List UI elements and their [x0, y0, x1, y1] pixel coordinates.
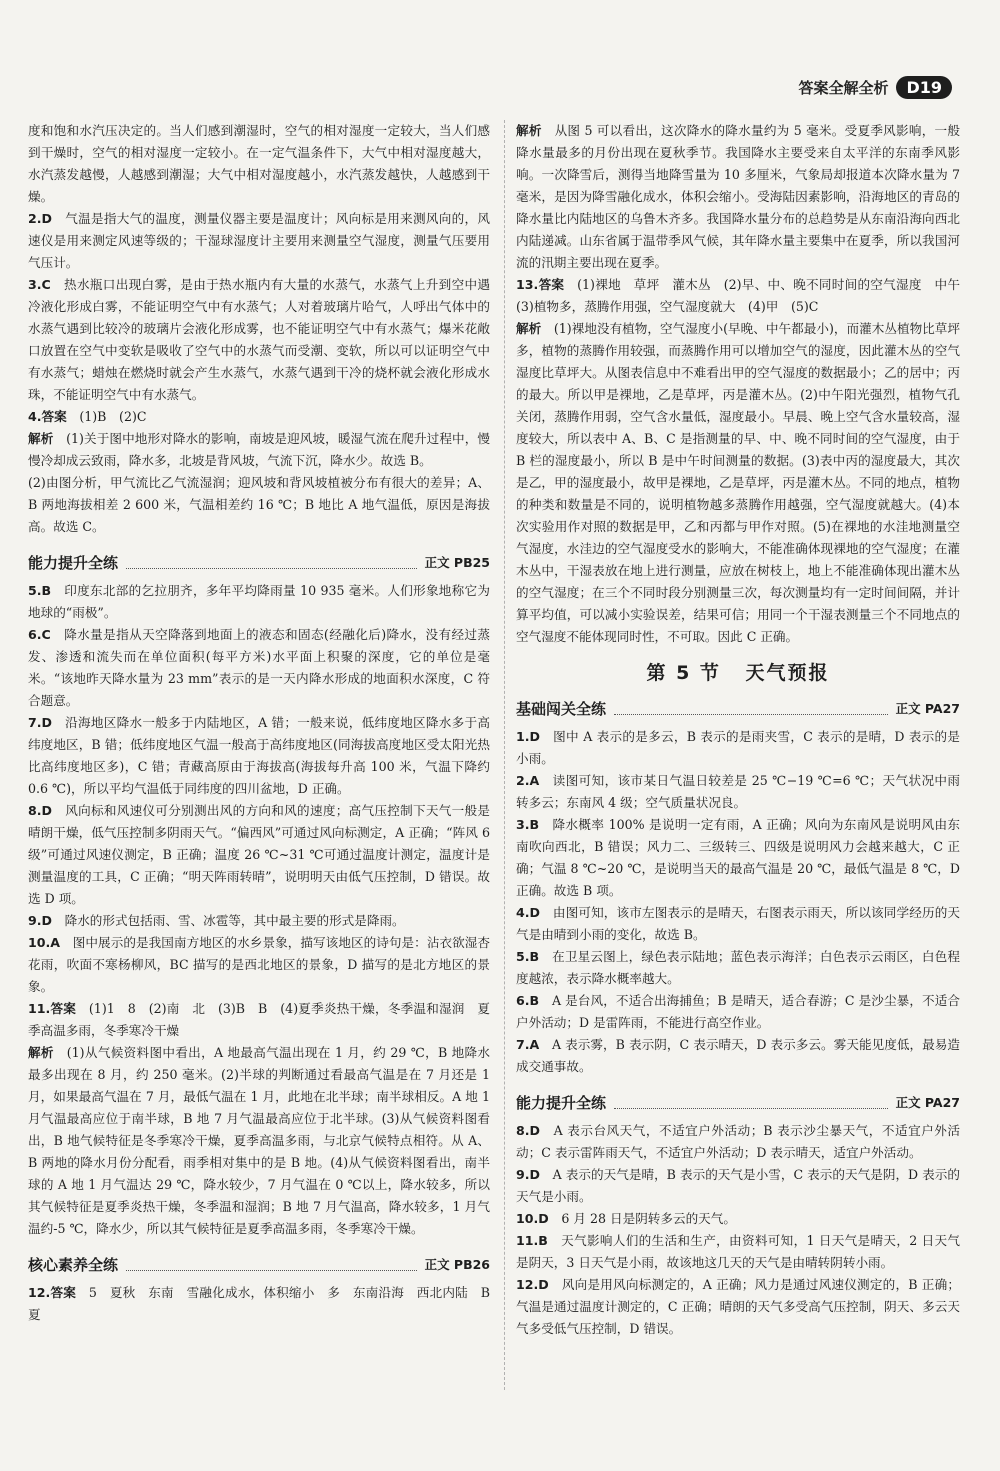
analysis-text: (1)关于图中地形对降水的影响，南坡是迎风坡，暖湿气流在爬升过程中，慢慢冷却成云致雨，降水多，北坡是背风坡，气流下沉，降水少。故选 B。	[28, 431, 491, 468]
item-number: 12.答案	[28, 1285, 77, 1300]
answer-item	[516, 814, 960, 902]
item-number: 8.D	[516, 1123, 541, 1138]
chapter-heading	[516, 662, 960, 684]
item-number: 2.D	[28, 211, 53, 226]
section-reference: 正文 PB25	[424, 555, 490, 570]
section-dotted-line	[126, 1260, 417, 1271]
item-number: 10.D	[516, 1211, 549, 1226]
item-text: 读图可知，该市某日气温日较差是 25 ℃−19 ℃=6 ℃；天气状况中雨转多云；东南风 4 级；空气质量状况良。	[516, 773, 960, 810]
item-text: A 表示雾，B 表示阴，C 表示晴天，D 表示多云。雾天能见度低，最易造成交通事故。	[516, 1037, 960, 1074]
item-text: 在卫星云图上，绿色表示陆地；蓝色表示海洋；白色表示云雨区，白色程度越浓，表示降水概率越大。	[516, 949, 961, 986]
section-dotted-line	[614, 1098, 888, 1109]
item-number: 7.D	[28, 715, 53, 730]
item-answer: (1)1 8 (2)南 北 (3)B B (4)夏季炎热干燥，冬季温和湿润 夏季高温多雨，冬季寒冷干燥	[28, 1001, 490, 1038]
answer-item	[516, 770, 960, 814]
analysis-paragraph	[516, 120, 960, 274]
analysis-label: 解析	[28, 431, 54, 446]
item-number: 5.B	[28, 583, 52, 598]
analysis-text: (1)从气候资料图中看出，A 地最高气温出现在 1 月，约 29 ℃，B 地降水最多出现在 8 月，约 250 毫米。(2)半球的判断通过看最高气温是在 7 月还是 1 月，如果最高气温在 7 月，最低气温在 1 月，此地在北半球；南半球相反。A 地 1 月气温最高应位于南半球，B 地 7 月气温最高应位于北半球。(3)从气候资料图看出，B 地气候特征是冬季寒冷干燥，夏季高温多雨，与北京气候特点相符。从 A、B 两地的降水月份分配看，雨季相对集中的是 B 地。(4)从气候资料图看出，南半球的 A 地 1 月气温达 29 ℃，降水较少，7 月气温在 0 ℃以上，降水较多，所以其气候特征是夏季炎热干燥，冬季温和湿润；B 地 7 月气温高，降水较多，1 月气温约-5 ℃，降水少，所以其气候特征是夏季高温多雨，冬季寒冷干燥。	[28, 1045, 491, 1236]
answer-item	[516, 274, 973, 318]
answer-item	[28, 580, 490, 624]
item-text: 由图可知，该市左图表示的是晴天，右图表示雨天，所以该同学经历的天气是由晴到小雨的变化，故选 B。	[516, 905, 961, 942]
answer-item	[516, 902, 960, 946]
section-title: 能力提升全练	[28, 554, 119, 572]
left-column	[28, 120, 503, 1326]
header-title: 答案全解全析	[798, 79, 889, 97]
analysis-paragraph: (2)由图分析，甲气流比乙气流湿润；迎风坡和背风坡植被分布有很大的差异；A、B 两地海拔相差 2 600 米，气温相差约 16 ℃；B 地比 A 地气温低，原因是海拔高。故选 C。	[28, 475, 490, 534]
item-text: A 是台风，不适合出海捕鱼；B 是晴天，适合春游；C 是沙尘暴，不适合户外活动；D 是雷阵雨，不能进行高空作业。	[516, 993, 961, 1030]
item-text: 降水的形式包括雨、雪、冰雹等，其中最主要的形式是降雨。	[64, 913, 405, 928]
item-text: 降水概率 100% 是说明一定有雨，A 正确；风向为东南风是说明风由东南吹向西北，B 错误；风力二、三级转三、四级是说明风力会越来越大，C 正确；气温 8 ℃~20 ℃，是说明当天的最高气温是 20 ℃，最低气温是 8 ℃，D 正确。故选 B 项。	[516, 817, 961, 898]
item-number: 12.D	[516, 1277, 549, 1292]
chapter-number: 第 5 节	[646, 662, 721, 684]
chapter-title: 天气预报	[745, 662, 830, 684]
page-header	[798, 76, 952, 99]
analysis-label: 解析	[516, 321, 542, 336]
item-number: 6.C	[28, 627, 51, 642]
item-number: 1.D	[516, 729, 541, 744]
section-title: 核心素养全练	[28, 1256, 119, 1274]
analysis-label: 解析	[516, 123, 542, 138]
item-number: 9.D	[28, 913, 53, 928]
answer-item	[28, 800, 490, 910]
column-divider	[504, 120, 505, 1390]
intro-paragraph: 度和饱和水汽压决定的。当人们感到潮湿时，空气的相对湿度一定较大，当人们感到干燥时，空气的相对湿度一定较小。在一定气温条件下，大气中相对湿度越大，水汽蒸发越慢，人越感到潮湿；大气中相对湿度越小，水汽蒸发越快，人越感到干燥。	[28, 123, 490, 204]
answer-item	[516, 1164, 960, 1208]
section-reference: 正文 PA27	[895, 701, 960, 716]
item-text: 沿海地区降水一般多于内陆地区，A 错；一般来说，低纬度地区降水多于高纬度地区，B 错；低纬度地区气温一般高于高纬度地区(同海拔高度地区受太阳光热比高纬度地区多)，C 错；青藏高原由于海拔高(海拔每升高 100 米，气温下降约 0.6 ℃)，所以平均气温低于同纬度的四川盆地，D 正确。	[28, 715, 490, 796]
item-text: 风向是用风向标测定的，A 正确；风力是通过风速仪测定的，B 正确；气温是通过温度计测定的，C 正确；晴朗的天气多受高气压控制，阴天、多云天气多受低气压控制，D 错误。	[516, 1277, 961, 1336]
item-number: 5.B	[516, 949, 540, 964]
page-number-badge: D19	[896, 76, 952, 99]
answer-item	[28, 274, 490, 406]
item-text: 热水瓶口出现白雾，是由于热水瓶内有大量的水蒸气，水蒸气上升到空中遇冷液化形成白雾，不能证明空气中有水蒸气；人对着玻璃片哈气，人呼出气体中的水蒸气遇到比较冷的玻璃片会液化形成雾，也不能证明空气中有水蒸气；爆米花敞口放置在空气中变软是吸收了空气中的水蒸气而受潮、变软，所以可以证明空气中有水蒸气；蜡烛在燃烧时就会产生水蒸气，水蒸气遇到干冷的烧杯就会液化形成水珠，不能证明空气中有水蒸气。	[28, 277, 491, 402]
analysis-paragraph	[28, 428, 490, 472]
item-number: 6.B	[516, 993, 540, 1008]
answer-item	[28, 712, 490, 800]
item-text: 6 月 28 日是阴转多云的天气。	[561, 1211, 736, 1226]
item-answer: 5 夏秋 东南 雪融化成水，体积缩小 多 东南沿海 西北内陆 B 夏	[28, 1285, 503, 1322]
item-text: 图中 A 表示的是多云，B 表示的是雨夹雪，C 表示的是晴，D 表示的是小雨。	[516, 729, 960, 766]
section-header	[516, 698, 960, 720]
answer-item	[28, 208, 490, 274]
answer-item	[516, 1274, 960, 1340]
item-text: 降水量是指从天空降落到地面上的液态和固态(经融化后)降水，没有经过蒸发、渗透和流失而在单位面积(每平方米)水平面上积聚的深度，它的单位是毫米。“该地昨天降水量为 23 mm”表示的是一天内降水形成的地面积水深度，C 符合题意。	[28, 627, 491, 708]
item-number: 4.答案	[28, 409, 67, 424]
item-number: 2.A	[516, 773, 540, 788]
answer-item	[516, 1208, 960, 1230]
item-number: 7.A	[516, 1037, 540, 1052]
item-answer: (1)B (2)C	[79, 409, 147, 424]
answer-item	[516, 726, 960, 770]
answer-item	[516, 990, 960, 1034]
section-title: 基础闯关全练	[516, 700, 607, 718]
analysis-paragraph	[516, 318, 960, 648]
analysis-paragraph	[28, 1042, 490, 1240]
answer-item	[28, 932, 490, 998]
analysis-text: 从图 5 可以看出，这次降水的降水量约为 5 毫米。受夏季风影响，一般降水量最多的月份出现在夏秋季节。我国降水主要受来自太平洋的东南季风影响。一次降雪后，测得当地降雪量为 10 多厘米，气象局却报道本次降水量为 7 毫米，是因为降雪融化成水，体积会缩小。受海陆因素影响，沿海地区的青岛的降水量比内陆地区的乌鲁木齐多。我国降水量分布的总趋势是从东南沿海向西北内陆递减。山东省属于温带季风气候，其年降水量主要集中在夏季，所以我国河流的汛期主要出现在夏季。	[516, 123, 961, 270]
right-column	[516, 120, 973, 1340]
answer-item	[516, 1120, 960, 1164]
answer-item	[516, 1230, 960, 1274]
item-number: 3.C	[28, 277, 51, 292]
item-text: A 表示的天气是晴，B 表示的天气是小雪，C 表示的天气是阴，D 表示的天气是小雨。	[516, 1167, 960, 1204]
answer-item	[28, 406, 490, 428]
section-reference: 正文 PA27	[895, 1095, 960, 1110]
item-number: 8.D	[28, 803, 53, 818]
answer-item	[28, 1282, 503, 1326]
section-header	[28, 552, 490, 574]
item-number: 3.B	[516, 817, 540, 832]
item-text: 印度东北部的乞拉朋齐，多年平均降雨量 10 935 毫米。人们形象地称它为地球的“雨极”。	[28, 583, 490, 620]
item-number: 9.D	[516, 1167, 541, 1182]
section-reference: 正文 PB26	[424, 1257, 490, 1272]
answer-item	[28, 624, 490, 712]
item-text: 风向标和风速仪可分别测出风的方向和风的速度；高气压控制下天气一般是晴朗干燥，低气压控制多阴雨天气。“偏西风”可通过风向标测定，A 正确；“阵风 6 级”可通过风速仪测定，B 正确；温度 26 ℃~31 ℃可通过温度计测定，温度计是测量温度的工具，C 正确；“明天阵雨转晴”，说明明天由低气压控制，D 错误。故选 D 项。	[28, 803, 491, 906]
item-number: 10.A	[28, 935, 61, 950]
section-header	[28, 1254, 490, 1276]
item-answer: (1)裸地 草坪 灌木丛 (2)早、中、晚不同时间的空气湿度 中午 (3)植物多，蒸腾作用强，空气湿度就大 (4)甲 (5)C	[516, 277, 973, 314]
item-number: 13.答案	[516, 277, 565, 292]
section-dotted-line	[614, 704, 888, 715]
analysis-text: (1)裸地没有植物，空气湿度小(早晚、中午都最小)，而灌木丛植物比草坪多，植物的蒸腾作用较强，而蒸腾作用可以增加空气的湿度，因此灌木丛的空气湿度比草坪大。从图表信息中不难看出甲的空气湿度的数据最小；乙的居中；丙的最大。所以甲是裸地，乙是草坪，丙是灌木丛。(2)中午阳光强烈，植物气孔关闭，蒸腾作用弱，空气含水量低，湿度最小。早晨、晚上空气含水量较高，湿度较大，所以表中 A、B、C 是指测量的早、中、晚不同时间的空气湿度，由于 B 栏的湿度最小，所以 B 是中午时间测量的数据。(3)表中丙的湿度最大，其次是乙，甲的湿度最小，故甲是裸地，乙是草坪，丙是灌木丛。不同的地点，植物的种类和数量是不同的，说明植物越多蒸腾作用越强，空气湿度就越大。(4)本次实验用作对照的数据是甲，乙和丙都与甲作对照。(5)在裸地的水洼地测量空气湿度，水洼边的空气湿度受水的影响大，不能准确体现裸地的空气湿度；在灌木丛中，干湿表放在地上进行测量，应放在树枝上，地上不能准确体现出灌木丛的空气湿度；在三个不同时段分别测量三次，每次测量均有一定时间间隔，并计算平均值，可以减小实验误差，结果可信；用同一个干湿表测量三个不同地点的空气湿度不能体现同时性，不可取。因此 C 正确。	[516, 321, 961, 644]
answer-item	[516, 1034, 960, 1078]
answer-item	[28, 998, 490, 1042]
item-number: 4.D	[516, 905, 541, 920]
analysis-label: 解析	[28, 1045, 54, 1060]
item-text: 气温是指大气的温度，测量仪器主要是温度计；风向标是用来测风向的，风速仪是用来测定风速等级的；干湿球湿度计主要用来测量空气湿度，测量气压要用气压计。	[28, 211, 491, 270]
answer-item	[28, 910, 490, 932]
item-number: 11.B	[516, 1233, 548, 1248]
section-title: 能力提升全练	[516, 1094, 607, 1112]
item-number: 11.答案	[28, 1001, 77, 1016]
item-text: 天气影响人们的生活和生产，由资料可知，1 日天气是晴天，2 日天气是阴天，3 日天气是小雨，故该地这几天的天气是由晴转阴转小雨。	[516, 1233, 960, 1270]
item-text: A 表示台风天气，不适宜户外活动；B 表示沙尘暴天气，不适宜户外活动；C 表示雷阵雨天气，不适宜户外活动；D 表示晴天，适宜户外活动。	[516, 1123, 961, 1160]
section-header	[516, 1092, 960, 1114]
answer-item	[516, 946, 960, 990]
section-dotted-line	[126, 558, 417, 569]
item-text: 图中展示的是我国南方地区的水乡景象，描写该地区的诗句是：沾衣欲湿杏花雨，吹面不寒杨柳风，BC 描写的是西北地区的景象，D 描写的是北方地区的景象。	[28, 935, 491, 994]
